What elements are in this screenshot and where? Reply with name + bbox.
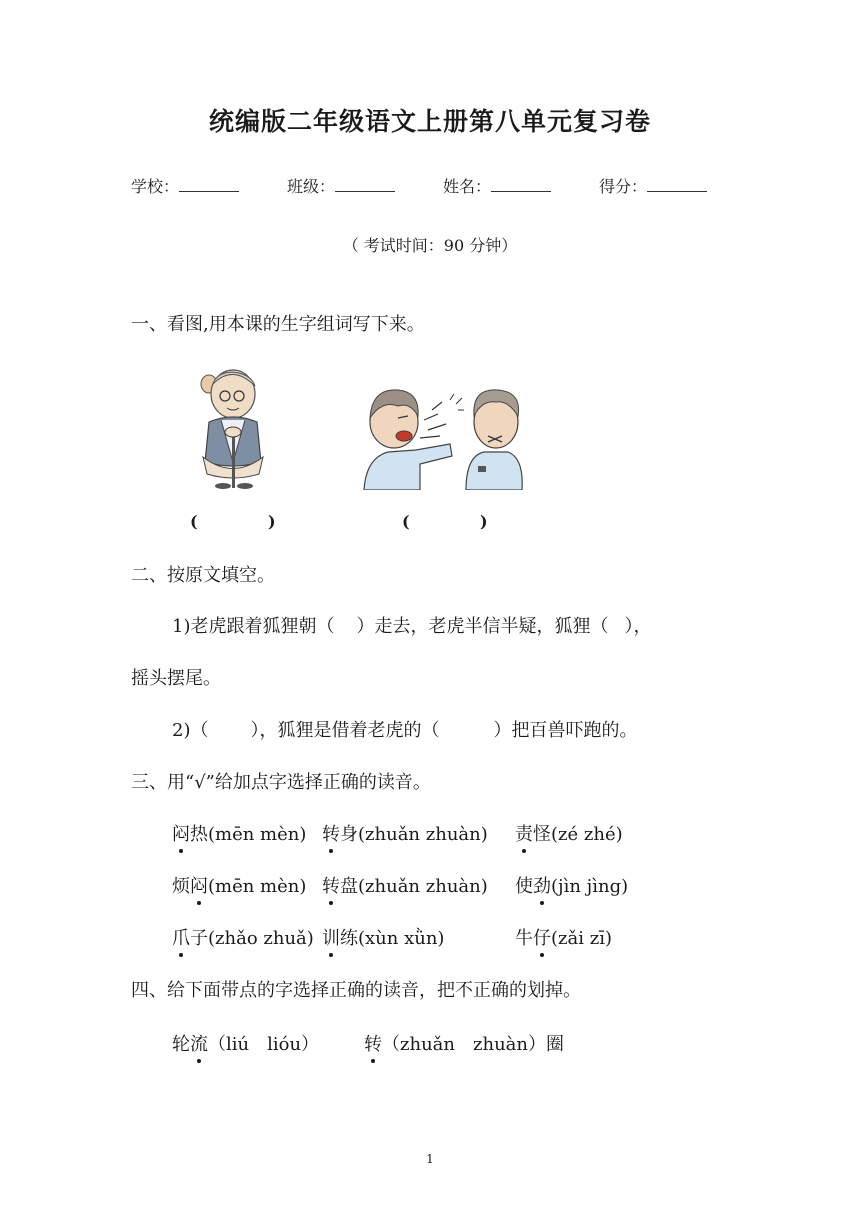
school-blank[interactable] [179,177,239,192]
score-label: 得分： [599,177,648,196]
dotted-char: 流 [190,1030,208,1056]
q3-item-3-3[interactable]: 牛仔(zǎi zī) [515,924,612,950]
dotted-char: 仔 [533,924,551,950]
q3-item-2-3[interactable]: 使劲(jìn jìng) [515,872,628,898]
dotted-char: 转 [322,872,340,898]
dotted-char: 责 [515,820,533,846]
class-blank[interactable] [335,177,395,192]
q1-paren-left-2: ( [402,512,410,531]
q1-paren-right-1: ) [268,512,276,531]
class-label: 班级： [287,177,336,196]
q2-item2 [172,716,637,742]
name-blank[interactable] [491,177,551,192]
q1-paren-right-2: ) [480,512,488,531]
q2-item2-part-c: ）把百兽吓跑的。 [493,720,638,741]
score-field [599,174,707,197]
dotted-char: 转 [322,820,340,846]
q4-item-2[interactable]: 转（zhuǎn zhuàn）圈 [364,1030,564,1056]
grandma-illustration [193,362,273,492]
q3-item-2-2[interactable]: 转盘(zhuǎn zhuàn) [322,872,488,898]
q2-item2-part-a: 2)（ [172,720,209,741]
q3-item-3-1[interactable]: 爪子(zhǎo zhuǎ) [172,924,314,950]
q1-heading: 一、看图,用本课的生字组词写下来。 [131,314,425,335]
q2-heading: 二、按原文填空。 [131,565,275,586]
school-label: 学校： [131,177,180,196]
page-title: 统编版二年级语文上册第八单元复习卷 [208,107,651,136]
school-field [131,174,239,197]
q3-item-1-2[interactable]: 转身(zhuǎn zhuàn) [322,820,488,846]
name-label: 姓名： [443,177,492,196]
q3-item-1-1[interactable]: 闷热(mēn mèn) [172,820,306,846]
dotted-char: 训 [322,924,340,950]
page-number: 1 [426,1152,434,1166]
q2-item1 [172,612,651,638]
q3-heading: 三、用“√”给加点字选择正确的读音。 [131,772,431,793]
name-field [443,174,551,197]
q2-item2-part-b: ），狐狸是借着老虎的（ [250,720,440,741]
dotted-char: 闷 [190,872,208,898]
q4-heading: 四、给下面带点的字选择正确的读音，把不正确的划掉。 [131,980,581,1001]
q3-item-1-3[interactable]: 责怪(zé zhé) [515,820,623,846]
q3-item-2-1[interactable]: 烦闷(mēn mèn) [172,872,306,898]
q2-item1-part-b: ）走去，老虎半信半疑，狐狸（ [356,616,609,637]
q2-item1-part-a: 1)老虎跟着狐狸朝（ [172,616,335,637]
shouting-boys-illustration [358,380,526,490]
q3-item-3-2[interactable]: 训练(xùn xǜn) [322,924,444,950]
q1-paren-left-1: ( [190,512,198,531]
class-field [287,174,395,197]
exam-time: （ 考试时间：90 分钟） [342,236,518,255]
dotted-char: 闷 [172,820,190,846]
q2-item1-part-c: ）， [624,616,652,637]
score-blank[interactable] [647,177,707,192]
dotted-char: 劲 [533,872,551,898]
q4-item-1[interactable]: 轮流（liú lióu） [172,1030,319,1056]
q2-item1-continuation: 摇头摆尾。 [131,668,221,689]
dotted-char: 爪 [172,924,190,950]
dotted-char: 转 [364,1030,382,1056]
